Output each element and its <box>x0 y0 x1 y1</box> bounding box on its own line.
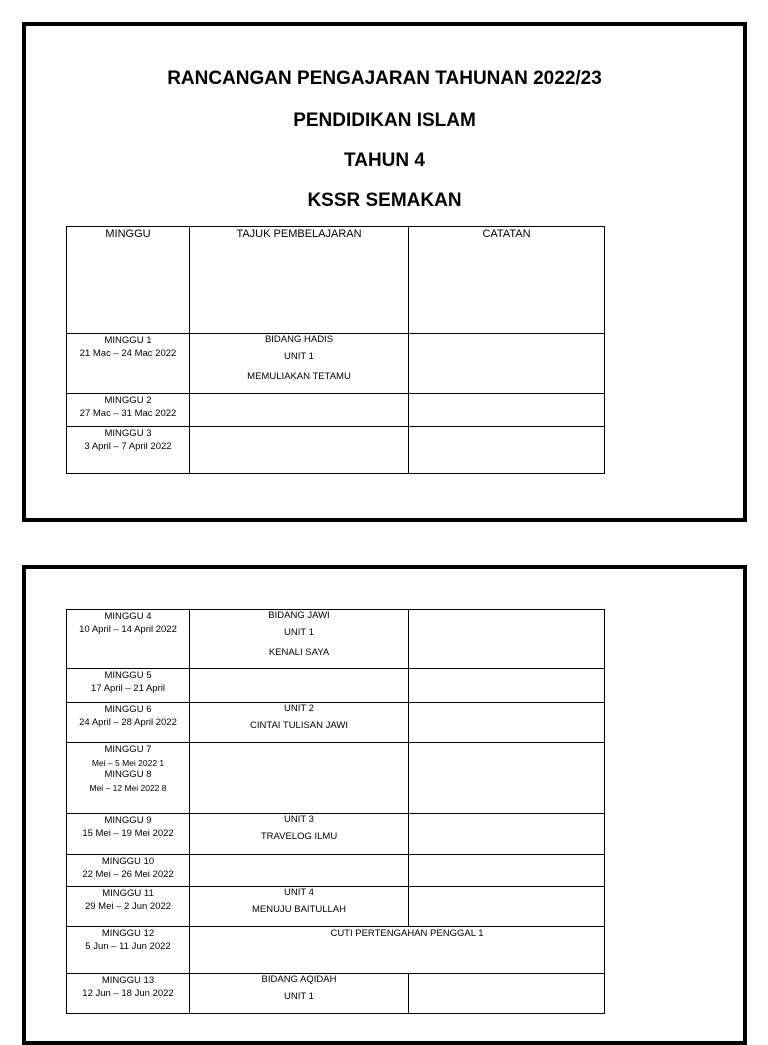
week-dates: 10 April – 14 April 2022 <box>79 623 177 635</box>
week-dates: 27 Mac – 31 Mac 2022 <box>79 407 177 419</box>
table-row <box>67 743 605 814</box>
lesson-plan-table-1 <box>66 226 605 474</box>
week-dates: 12 Jun – 18 Jun 2022 <box>82 987 174 999</box>
topic-cell <box>190 814 409 855</box>
week-label: MINGGU 4 <box>104 611 152 622</box>
holiday-label: CUTI PERTENGAHAN PENGGAL 1 <box>330 928 484 939</box>
subject-title: PENDIDIKAN ISLAM <box>293 110 476 131</box>
week-label: MINGGU 6 <box>104 704 152 715</box>
table-row <box>67 669 605 703</box>
week-cell <box>67 855 190 887</box>
week-cell <box>67 427 190 474</box>
week-cell <box>67 814 190 855</box>
week-label: MINGGU 7 <box>104 744 152 755</box>
curriculum-title: KSSR SEMAKAN <box>307 190 462 211</box>
week-cell <box>67 610 190 669</box>
week-cell <box>67 887 190 927</box>
notes-cell <box>409 743 605 814</box>
week-dates: Mei – 5 Mei 2022 1 <box>91 757 165 768</box>
topic-line: KENALI SAYA <box>268 647 330 658</box>
week-cell <box>67 669 190 703</box>
topic-line: CINTAI TULISAN JAWI <box>249 720 348 731</box>
week-cell <box>67 927 190 974</box>
document-title: RANCANGAN PENGAJARAN TAHUNAN 2022/23 <box>167 68 602 89</box>
notes-cell <box>409 974 605 1014</box>
table-row <box>67 610 605 669</box>
header-tajuk: TAJUK PEMBELAJARAN <box>190 227 409 334</box>
notes-cell <box>409 887 605 927</box>
week-cell <box>67 394 190 427</box>
topic-line: UNIT 1 <box>284 991 314 1002</box>
week-dates: 29 Mei – 2 Jun 2022 <box>84 900 172 912</box>
week-label: MINGGU 12 <box>101 928 155 939</box>
week-dates: 3 April – 7 April 2022 <box>84 440 172 452</box>
topic-line: UNIT 4 <box>284 887 314 898</box>
topic-cell <box>190 334 409 394</box>
topic-cell <box>190 703 409 743</box>
topic-line: UNIT 2 <box>284 703 314 714</box>
header-catatan: CATATAN <box>409 227 605 334</box>
notes-cell <box>409 610 605 669</box>
topic-cell <box>190 974 409 1014</box>
topic-line: UNIT 3 <box>284 814 314 825</box>
year-title: TAHUN 4 <box>344 150 425 171</box>
week-label: MINGGU 10 <box>101 856 155 867</box>
topic-line: TRAVELOG ILMU <box>260 831 338 842</box>
week-label: MINGGU 8 <box>104 769 152 780</box>
holiday-cell <box>190 927 605 974</box>
topic-line: MEMULIAKAN TETAMU <box>247 371 351 382</box>
lesson-plan-table-2 <box>66 609 605 1014</box>
topic-line: BIDANG JAWI <box>268 610 330 621</box>
week-dates: 22 Mei – 26 Mei 2022 <box>82 868 174 880</box>
week-dates: 24 April – 28 April 2022 <box>79 716 177 728</box>
table-row <box>67 887 605 927</box>
header-minggu: MINGGU <box>67 227 190 334</box>
topic-line: BIDANG HADIS <box>264 334 334 345</box>
notes-cell <box>409 669 605 703</box>
week-cell <box>67 703 190 743</box>
table-row <box>67 855 605 887</box>
topic-cell <box>190 855 409 887</box>
week-label: MINGGU 2 <box>104 395 152 406</box>
table-header-row <box>67 227 605 334</box>
notes-cell <box>409 855 605 887</box>
table-row <box>67 394 605 427</box>
topic-cell <box>190 394 409 427</box>
topic-cell <box>190 610 409 669</box>
notes-cell <box>409 394 605 427</box>
topic-line: UNIT 1 <box>284 627 314 638</box>
notes-cell <box>409 703 605 743</box>
document-page-1 <box>22 22 747 522</box>
topic-line: BIDANG AQIDAH <box>261 974 337 985</box>
week-label: MINGGU 3 <box>104 428 152 439</box>
table-row <box>67 927 605 974</box>
week-cell <box>67 974 190 1014</box>
table-row <box>67 814 605 855</box>
table-row <box>67 427 605 474</box>
table-row <box>67 703 605 743</box>
topic-cell <box>190 887 409 927</box>
notes-cell <box>409 427 605 474</box>
topic-line: MENUJU BAITULLAH <box>252 904 346 915</box>
topic-line: UNIT 1 <box>284 351 314 362</box>
week-label: MINGGU 11 <box>102 888 154 899</box>
week-cell <box>67 334 190 394</box>
week-cell <box>67 743 190 814</box>
week-label: MINGGU 13 <box>101 975 155 986</box>
notes-cell <box>409 814 605 855</box>
topic-cell <box>190 669 409 703</box>
week-dates: 17 April – 21 April <box>91 682 165 694</box>
table-row <box>67 974 605 1014</box>
table-row <box>67 334 605 394</box>
document-page-2 <box>22 565 747 1045</box>
week-label: MINGGU 9 <box>104 815 152 826</box>
notes-cell <box>409 334 605 394</box>
week-label: MINGGU 1 <box>104 335 152 346</box>
week-dates: 21 Mac – 24 Mac 2022 <box>79 347 177 359</box>
week-label: MINGGU 5 <box>104 670 152 681</box>
week-dates: Mei – 12 Mei 2022 8 <box>89 782 167 793</box>
topic-cell <box>190 743 409 814</box>
week-dates: 15 Mei – 19 Mei 2022 <box>82 827 174 839</box>
week-dates: 5 Jun – 11 Jun 2022 <box>85 940 171 952</box>
topic-cell <box>190 427 409 474</box>
